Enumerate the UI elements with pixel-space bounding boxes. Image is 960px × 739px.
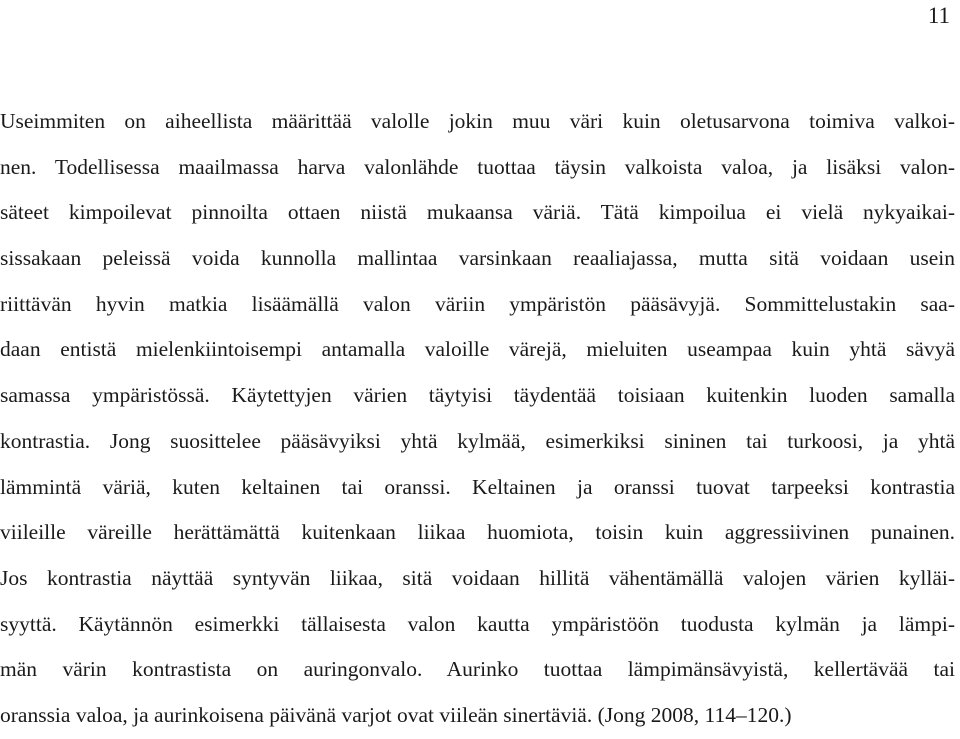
page-number: 11 [927, 3, 950, 28]
text-line: kontrastia. Jong suosittelee pääsävyiksi yhtä kylmää, esimerkiksi sininen tai turkoosi, ja yhtä [0, 428, 955, 453]
text-line: oranssia valoa, ja aurinkoisena päivänä varjot ovat viileän sinertäviä. (Jong 2008, 114–120.) [0, 702, 792, 727]
text-line: män värin kontrastista on auringonvalo. Aurinko tuottaa lämpimänsävyistä, kellertävää tai [0, 657, 955, 682]
text-line: säteet kimpoilevat pinnoilta ottaen niistä mukaansa väriä. Tätä kimpoilua ei vielä nykyaikai- [0, 200, 955, 225]
body-paragraph [0, 99, 955, 739]
text-line: syyttä. Käytännön esimerkki tällaisesta valon kautta ympäristöön tuodusta kylmän ja lämpi- [0, 611, 955, 636]
text-line: viileille väreille herättämättä kuitenkaan liikaa huomiota, toisin kuin aggressiivinen punainen. [0, 520, 955, 545]
text-line: samassa ympäristössä. Käytettyjen värien täytyisi täydentää toisiaan kuitenkin luoden samalla [0, 383, 955, 408]
text-line: lämmintä väriä, kuten keltainen tai oranssi. Keltainen ja oranssi tuovat tarpeeksi kontrastia [0, 474, 955, 499]
text-line: daan entistä mielenkiintoisempi antamalla valoille värejä, mieluiten useampaa kuin yhtä sävyä [0, 337, 955, 362]
text-line: nen. Todellisessa maailmassa harva valonlähde tuottaa täysin valkoista valoa, ja lisäksi valon- [0, 154, 955, 179]
text-line: Useimmiten on aiheellista määrittää valolle jokin muu väri kuin oletusarvona toimiva valkoi- [0, 109, 955, 133]
text-line: riittävän hyvin matkia lisäämällä valon väriin ympäristön pääsävyjä. Sommittelustakin saa- [0, 291, 955, 316]
text-line: sissakaan peleissä voida kunnolla mallintaa varsinkaan reaaliajassa, mutta sitä voidaan usein [0, 246, 955, 271]
text-line: Jos kontrastia näyttää syntyvän liikaa, sitä voidaan hillitä vähentämällä valojen värien kylläi- [0, 565, 955, 590]
